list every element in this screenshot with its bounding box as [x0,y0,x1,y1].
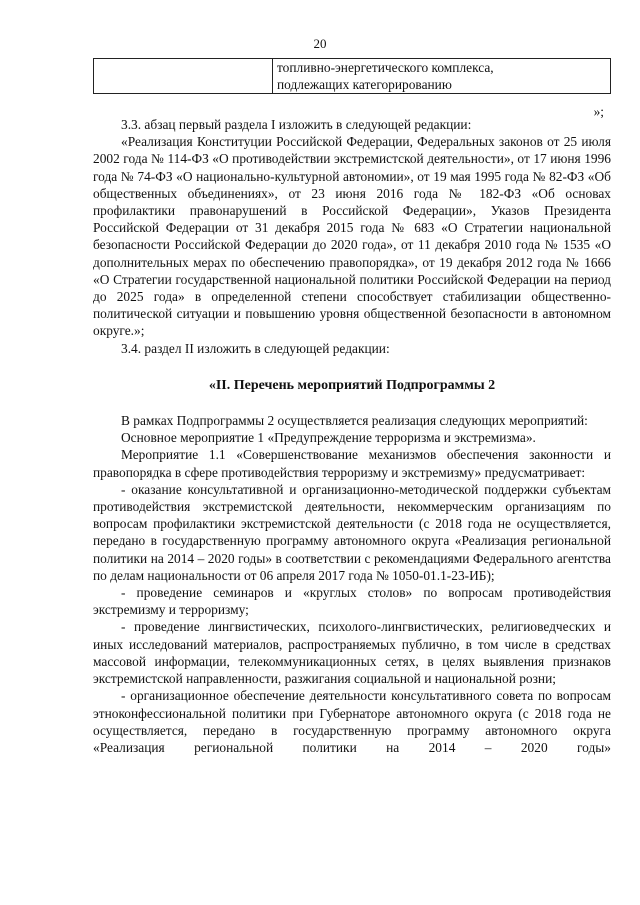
section-heading: «II. Перечень мероприятий Подпрограммы 2 [208,377,496,393]
table-cell-text [273,59,611,94]
table-cell-line-1: топливно-энергетического комплекса, [277,60,494,75]
page-number: 20 [313,36,327,51]
paragraph-bullet-2: - проведение семинаров и «круглых столов» по вопросам противодействия экстремизму и терроризму; [93,585,611,618]
paragraph-quote: «Реализация Конституции Российской Федерации, Федеральных законов от 25 июля 2002 года № 114-ФЗ «О противодействии экстремистской деятельности», от 17 июня 1996 года № 74-ФЗ «О национально-культурной автономии», от 19 мая 1995 года № 82-ФЗ «Об общественных объединениях», от 23 июня 2016 года № 182-ФЗ «Об основах профилактики правонарушений в Российской Федерации», Указов Президента Российской Федерации от 31 декабря 2015 года № 683 «О Стратегии национальной безопасности Российской Федерации до 2020 года», от 11 декабря 2010 года № 1535 «О дополнительных мерах по обеспечению правопорядка», от 19 декабря 2012 года № 1666 «О Стратегии государственной национальной политики Российской Федерации на период до 2025 года» в определенной степени способствует стабилизации общественно-политической ситуации и повышению уровня общественной безопасности в автономном округе.»; [93,134,611,339]
paragraph-bullet-4: - организационное обеспечение деятельности консультативного совета по вопросам этноконфессиональной политики при Губернаторе автономного округа (с 2018 года не осуществляется, передано в государственную программу автономного округа «Реализация региональной политики на 2014 – 2020 годы» [93,688,611,755]
table-cell-line-2: подлежащих категорированию [277,77,452,92]
closing-quote-mark: »; [593,104,604,119]
paragraph-3-4: 3.4. раздел II изложить в следующей редакции: [121,340,390,356]
paragraph-bullet-3: - проведение лингвистических, психолого-лингвистических, религиоведческих и иных исследований материалов, распространяемых публично, в том числе в средствах массовой информации, телекоммуникационных сетях, в целях выявления признаков экстремистской направленности, разжигания социальной и национальной розни; [93,619,611,687]
paragraph-intro: В рамках Подпрограммы 2 осуществляется реализация следующих мероприятий: [121,413,588,429]
paragraph-measure-1-1: Мероприятие 1.1 «Совершенствование механизмов обеспечения законности и правопорядка в сфере противодействия терроризму и экстремизму» предусматривает: [93,447,611,480]
table-fragment [93,58,611,94]
paragraph-main-measure: Основное мероприятие 1 «Предупреждение терроризма и экстремизма». [121,430,536,446]
paragraph-3-3: 3.3. абзац первый раздела I изложить в следующей редакции: [121,117,472,132]
paragraph-bullet-1: - оказание консультативной и организационно-методической поддержки субъектам противодействия экстремистской деятельности, некоммерческим организациям по вопросам профилактики экстремистской деятельности (с 2018 года не осуществляется, передано в государственную программу автономного округа «Реализация региональной политики на 2014 – 2020 годы» в соответствии с рекомендациями Федерального агентства по делам национальности от 06 апреля 2017 года № 1050-01.1-23-ИБ); [93,481,611,583]
table-row [94,59,611,94]
table-cell-empty [94,59,273,94]
document-body [93,116,611,756]
